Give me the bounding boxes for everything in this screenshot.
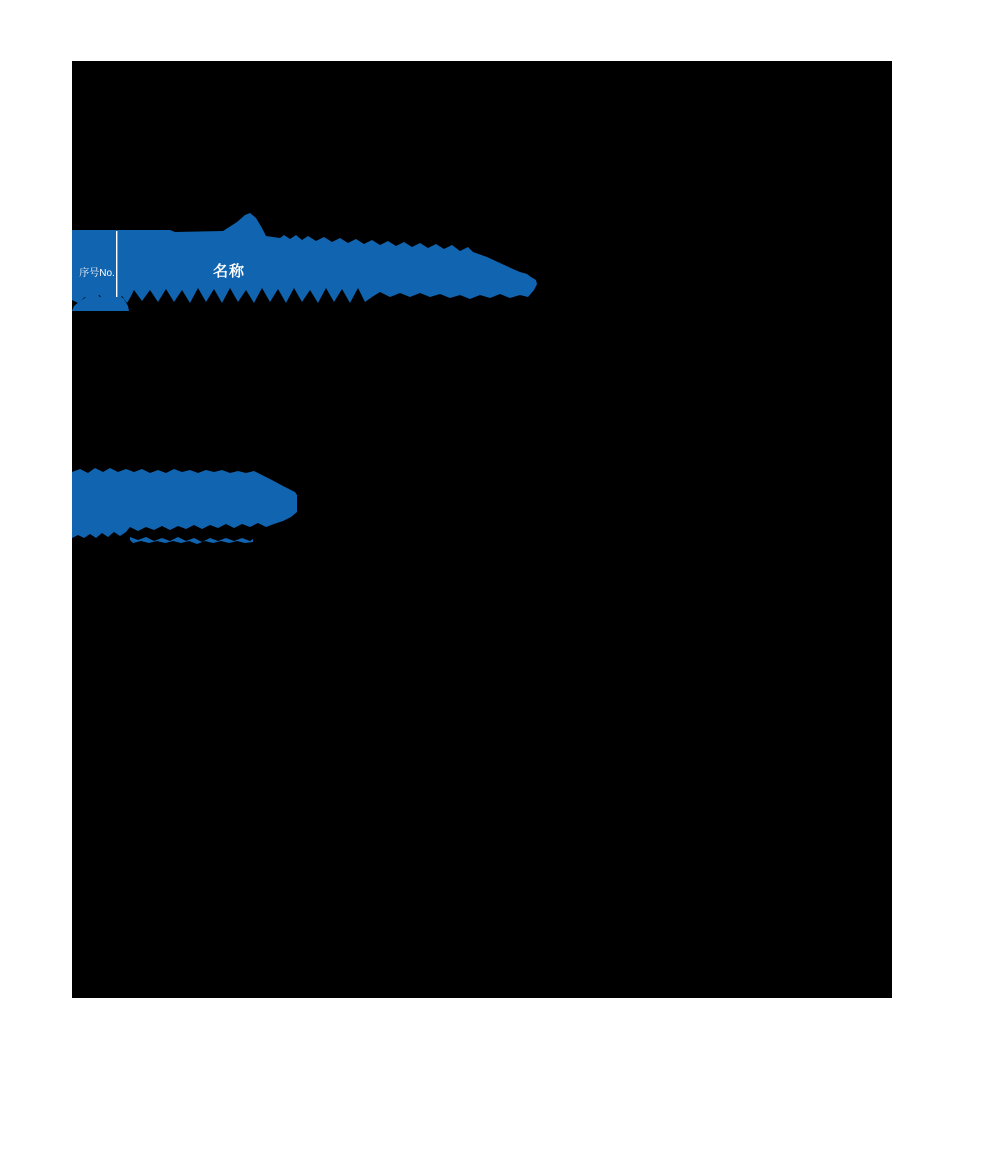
- table-header-serial-label: 序号No.: [79, 268, 115, 279]
- blue-silhouette-layer: [72, 61, 892, 998]
- table-header-banner-shape: [72, 213, 537, 303]
- table-header-name-label: 名称: [213, 263, 246, 280]
- text-line-fragments-shape: [130, 537, 253, 544]
- page-content-area: [72, 61, 892, 998]
- column-divider-line: [116, 231, 117, 297]
- section-heading-shape: [72, 468, 297, 538]
